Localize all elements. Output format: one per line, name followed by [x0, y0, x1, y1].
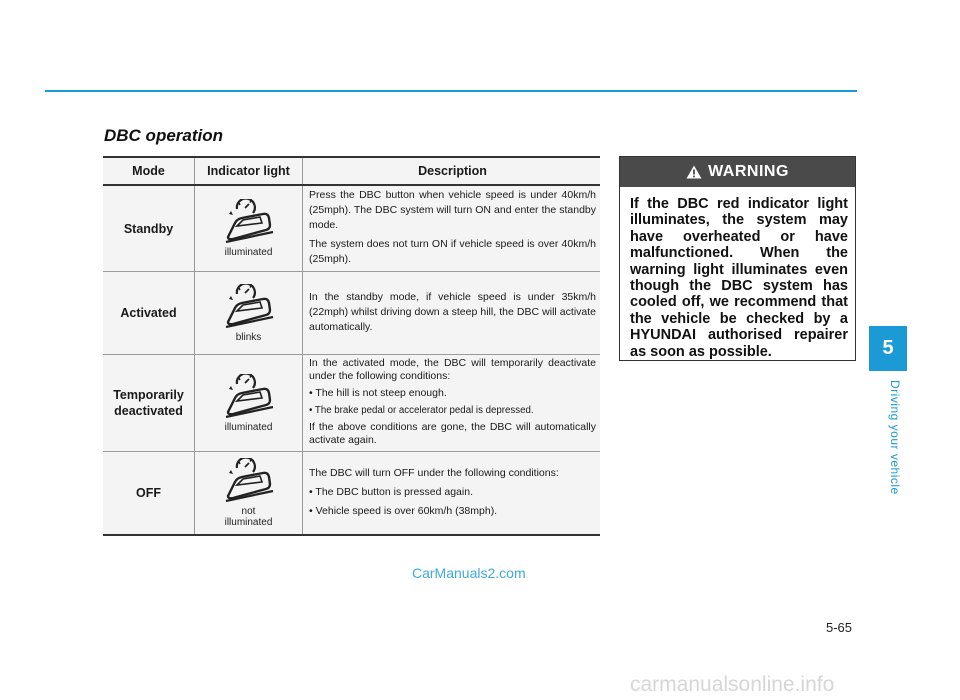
description-text: Press the DBC button when vehicle speed is under 40km/h (25mph). The DBC system will turn ON and enter the standby mode. [309, 189, 596, 231]
indicator-cell [195, 185, 303, 272]
dbc-operation-table [103, 156, 600, 536]
description-text: The DBC will turn OFF under the following conditions: [309, 466, 559, 479]
warning-triangle-icon [686, 165, 702, 179]
description-text: The system does not turn ON if vehicle speed is over 40km/h (25mph). [309, 238, 596, 265]
dbc-indicator-icon [223, 374, 275, 418]
indicator-caption: not illuminated [224, 506, 273, 528]
table-row [103, 185, 600, 272]
mode-cell: Activated [103, 272, 195, 355]
header-mode: Mode [103, 157, 195, 185]
description-bullet: • Vehicle speed is over 60km/h (38mph). [309, 504, 498, 517]
indicator-caption: illuminated [224, 247, 273, 258]
header-indicator-light: Indicator light [195, 157, 303, 185]
description-bullet: • The hill is not steep enough. [309, 387, 447, 399]
table-row [103, 272, 600, 355]
description-text: If the above conditions are gone, the DBC will automatically activate again. [309, 421, 596, 446]
indicator-cell [195, 355, 303, 452]
description-cell [303, 355, 601, 452]
description-cell [303, 452, 601, 536]
chapter-label: Driving your vehicle [888, 380, 902, 495]
section-title: DBC operation [104, 126, 223, 145]
dbc-indicator-icon [223, 199, 275, 243]
top-rule [45, 90, 857, 92]
description-cell [303, 272, 601, 355]
page-number: 5-65 [826, 620, 853, 635]
mode-cell: Standby [103, 185, 195, 272]
indicator-cell [195, 272, 303, 355]
table-row [103, 355, 600, 452]
dbc-indicator-icon [223, 284, 275, 328]
indicator-caption: illuminated [224, 421, 273, 433]
indicator-cell [195, 452, 303, 536]
description-text: In the activated mode, the DBC will temporarily deactivate under the following conditions: [309, 357, 596, 382]
watermark-carmanuals2: CarManuals2.com [412, 565, 526, 581]
dbc-indicator-icon [223, 458, 275, 502]
chapter-number-tab: 5 [869, 326, 907, 371]
warning-title: WARNING [708, 163, 789, 180]
watermark-carmanualsonline: carmanualsonline.info [630, 673, 835, 696]
description-bullet: • The brake pedal or accelerator pedal is depressed. [309, 405, 534, 416]
description-cell [303, 185, 601, 272]
warning-box [619, 156, 856, 361]
description-bullet: • The DBC button is pressed again. [309, 485, 473, 498]
header-description: Description [303, 157, 601, 185]
mode-cell: OFF [103, 452, 195, 536]
warning-text: If the DBC red indicator light illuminates, the system may have overheated or have malfunctioned. When the warning light illuminates even though the DBC system has cooled off, we recommend that the vehicle be checked by a HYUNDAI authorised repairer as soon as possible. [630, 196, 848, 360]
table-header-row [103, 157, 600, 185]
table-row [103, 452, 600, 536]
description-text: In the standby mode, if vehicle speed is under 35km/h (22mph) whilst driving down a steep hill, the DBC will activate automatically. [309, 290, 596, 333]
warning-header [620, 157, 855, 187]
indicator-caption: blinks [235, 331, 262, 343]
mode-cell: Temporarily deactivated [103, 355, 195, 452]
